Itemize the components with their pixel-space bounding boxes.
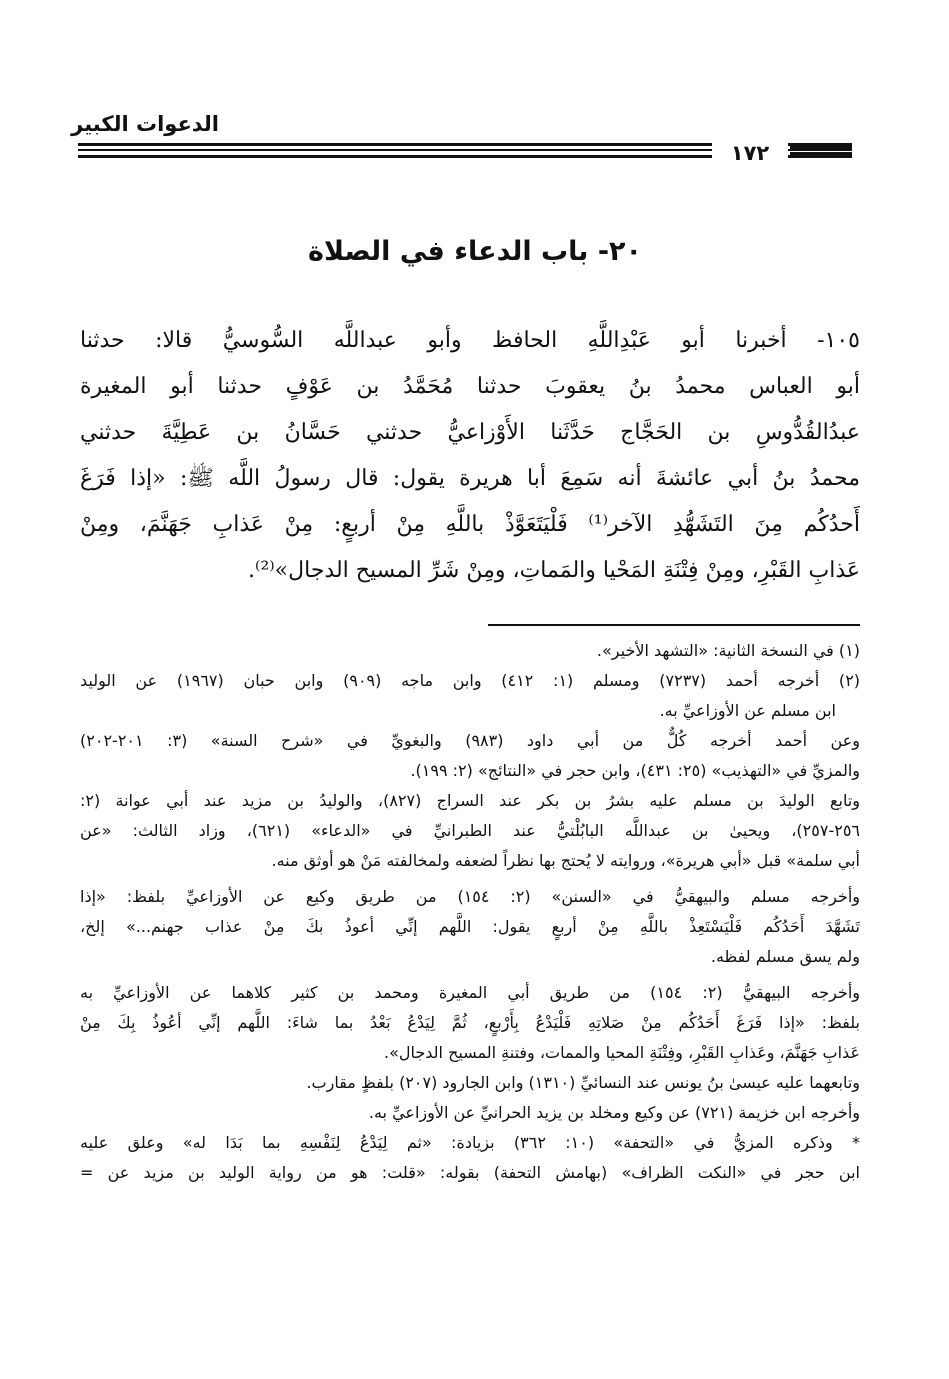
hadith-text [80, 318, 860, 594]
footnote-line: (١) في النسخة الثانية: «التشهد الأخير». [596, 641, 860, 660]
footnote-line: وعن أحمد أخرجه كُلٌّ من أبي داود (٩٨٣) والبغويِّ في «شرح السنة» (٣: ٢٠١-٢٠٢) [80, 731, 860, 750]
footnote-line: بلفظ: «إذا فَرَغَ أَحَدُكُم مِنْ صَلاتِهِ فَلْيَدْعُ بِأَرْبعٍ، ثُمَّ لِيَدْعُ بَعْدُ بما شاءَ: اللَّهم إنِّي أعُوذُ بِكَ مِنْ [80, 1013, 860, 1032]
page-number-rule-bottom [790, 152, 852, 155]
footnote-line: تَشَهَّدَ أَحَدُكُم فَلْيَسْتَعِذْ باللَّهِ مِنْ أربعٍ يقول: اللَّهم إنِّي أعوذُ بكَ مِنْ عذاب جهنم...» إلخ، [80, 917, 860, 936]
footnote-line: وأخرجه مسلم والبيهقيُّ في «السنن» (٢: ١٥٤) من طريق وكيع عن الأوزاعيِّ بلفظ: «إذا [80, 887, 860, 906]
footnote-line: (٢) أخرجه أحمد (٧٢٣٧) ومسلم (١: ٤١٢) وابن ماجه (٩٠٩) وابن حبان (١٩٦٧) عن الوليد [80, 671, 860, 690]
hadith-line: عَذابِ القَبْرِ، ومِنْ فِتْنَةِ المَحْيا والمَماتِ، ومِنْ شَرِّ المسيح الدجال»⁽²⁾. [248, 558, 860, 583]
page-number: ١٧٢ [712, 139, 788, 167]
footnote-line: ٢٥٦-٢٥٧)، ويحيىٰ بن عبداللَّه البابُلْتيُّ عند الطبرانيِّ في «الدعاء» (٦٢١)، وزاد الثالث: «عن [80, 821, 860, 840]
hadith-line: عبدُالقُدُّوسِ بن الحَجَّاج حَدَّثَنا الأَوْزاعيُّ حدثني حَسَّانُ بن عَطِيَّةَ حدثني [80, 420, 860, 445]
footnote-line: وتابعهما عليه عيسىٰ بنُ يونس عند النسائيِّ (١٣١٠) وابن الجارود (٢٠٧) بلفظٍ مقارب. [306, 1073, 860, 1092]
footnote-line: ولم يسق مسلم لفظه. [710, 947, 860, 966]
footnote-line: وأخرجه البيهقيُّ (٢: ١٥٤) من طريق أبي المغيرة ومحمد بن كثير كلاهما عن الأوزاعيِّ به [80, 983, 860, 1002]
footnote-line: ابن حجر في «النكت الظراف» (بهامش التحفة) بقوله: «قلت: هو من رواية الوليد بن مزيد عن = [80, 1163, 860, 1182]
footnote-line: ابن مسلم عن الأوزاعيِّ به. [659, 701, 836, 720]
footnote-line: وأخرجه ابن خزيمة (٧٢١) عن وكيع ومخلد بن يزيد الحرانيِّ عن الأوزاعيِّ به. [368, 1103, 860, 1122]
footnote-separator [488, 624, 860, 626]
hadith-line: ١٠٥- أخبرنا أبو عَبْدِاللَّهِ الحافظ وأبو عبداللَّه السُّوسيُّ قالا: حدثنا [80, 328, 860, 353]
footnote-line: وتابع الوليدَ بن مسلم عليه بشرُ بن بكر عند السراج (٨٢٧)، والوليدُ بن مزيد عند أبي عوانة (٢: [80, 791, 860, 810]
hadith-line: محمدُ بنُ أبي عائشةَ أنه سَمِعَ أبا هريرة يقول: قال رسولُ اللَّه ﷺ: «إذا فَرَغَ [80, 466, 860, 491]
footnote-line: عَذابِ جَهَنَّمَ، وعَذابِ القَبْرِ، وفِتْنَةِ المحيا والممات، وفتنةِ المسيح الدجال». [384, 1043, 860, 1062]
footnote-line: أبي سلمة» قبل «أبي هريرة»، وروايته لا يُحتج بها نظراً لضعفه ولمخالفته مَنْ هو أوثق منه. [271, 851, 860, 870]
chapter-heading: ٢٠- باب الدعاء في الصلاة [308, 236, 642, 267]
page-number-rule-top [790, 146, 852, 149]
footnote-line: والمزيِّ في «التهذيب» (٢٥: ٤٣١)، وابن حجر في «النتائج» (٢: ١٩٩). [410, 761, 860, 780]
footnote-line: * وذكره المزيُّ في «التحفة» (١٠: ٣٦٢) بزيادة: «ثم لِيَدْعُ لِنَفْسِهِ بما بَدَا له» وعلق عليه [80, 1133, 860, 1152]
hadith-line: أبو العباس محمدُ بنُ يعقوبَ حدثنا مُحَمَّدُ بن عَوْفٍ حدثنا أبو المغيرة [80, 374, 860, 399]
footnotes [80, 636, 860, 1188]
hadith-line: أَحدُكُم مِنَ التَشَهُّدِ الآخر⁽¹⁾ فَلْيَتَعَوَّذْ باللَّهِ مِنْ أربعٍ: مِنْ عَذابِ جَهَنَّمَ، ومِنْ [80, 512, 860, 537]
running-header-title: الدعوات الكبير [71, 112, 219, 136]
